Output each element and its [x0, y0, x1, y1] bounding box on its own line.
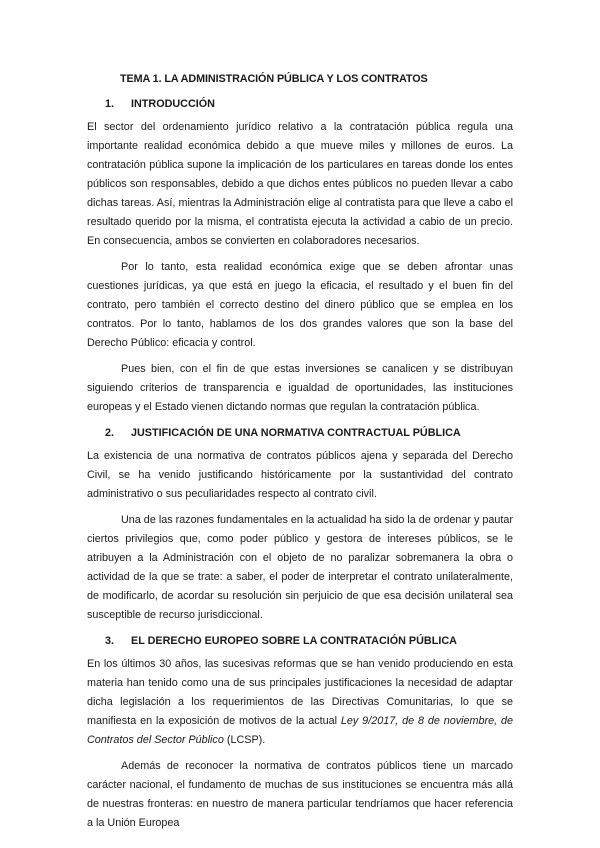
section-number: 1.: [105, 98, 115, 110]
paragraph-text: (LCSP).: [223, 734, 266, 746]
section-heading-justificacion: [105, 424, 513, 443]
section-title: EL DERECHO EUROPEO SOBRE LA CONTRATACIÓN PÚBLICA: [131, 635, 457, 647]
law-citation: Ley 9/2017, de 8 de noviembre, de Contratos del Sector Público: [87, 715, 513, 746]
paragraph-text: En los últimos 30 años, las sucesivas reformas que se han venido produciendo en esta materia han tenido como una de sus principales justificaciones la necesidad de adaptar dicha legislación a los requerimientos de las Directivas Comunitarias, lo que se manifiesta en la exposición de motivos de la actual: [87, 658, 513, 727]
paragraph: Una de las razones fundamentales en la actualidad ha sido la de ordenar y pautar ciertos privilegios que, como poder público y gestora de intereses públicos, se le atribuyen a la Administración con el objeto de no paralizar sobremanera la obra o actividad de la que se trate: a saber, el poder de interpretar el contrato unilateralmente, de modificarlo, de acordar su resolución sin perjuicio de que esa decisión unilateral sea susceptible de recurso jurisdiccional.: [87, 514, 513, 621]
section-title: JUSTIFICACIÓN DE UNA NORMATIVA CONTRACTUAL PÚBLICA: [131, 427, 461, 439]
paragraph: Pues bien, con el fin de que estas inversiones se canalicen y se distribuyan siguiendo criterios de transparencia e igualdad de oportunidades, las instituciones europeas y el Estado vienen dictando normas que regulan la contratación pública.: [87, 363, 513, 413]
paragraph: Por lo tanto, esta realidad económica exige que se deben afrontar unas cuestiones jurídicas, ya que está en juego la eficacia, el resultado y el buen fin del contrato, pero también el correcto destino del dinero público que se emplea en los contratos. Por lo tanto, hablamos de los dos grandes valores que son la base del Derecho Público: eficacia y control.: [87, 261, 513, 349]
paragraph: [87, 655, 513, 750]
section-heading-derecho-europeo: [105, 632, 513, 651]
section-heading-introduccion: [105, 95, 513, 114]
paragraph: La existencia de una normativa de contratos públicos ajena y separada del Derecho Civil, se ha venido justificando históricamente por la sustantividad del contrato administrativo o sus peculiaridades respecto al contrato civil.: [87, 450, 513, 500]
section-number: 3.: [105, 635, 115, 647]
section-title: INTRODUCCIÓN: [131, 98, 215, 110]
paragraph: Además de reconocer la normativa de contratos públicos tiene un marcado carácter nacional, el fundamento de muchas de sus instituciones se encuentra más allá de nuestras fronteras: en nuestro de manera particular tendríamos que hacer referencia a la Unión Europea: [87, 760, 513, 829]
paragraph: El sector del ordenamiento jurídico relativo a la contratación pública regula una importante realidad económica debido a que mueve miles y millones de euros. La contratación pública supone la implicación de los particulares en tareas donde los entes públicos son responsables, debido a que dichos entes públicos no pueden llevar a cabo dichas tareas. Así, mientras la Administración elige al contratista para que lleve a cabo el resultado querido por la misma, el contratista ejecuta la actividad a cabio de un precio. En consecuencia, ambos se convierten en colaboradores necesarios.: [87, 121, 513, 247]
document-title: TEMA 1. LA ADMINISTRACIÓN PÚBLICA Y LOS CONTRATOS: [120, 73, 428, 85]
section-number: 2.: [105, 427, 115, 439]
